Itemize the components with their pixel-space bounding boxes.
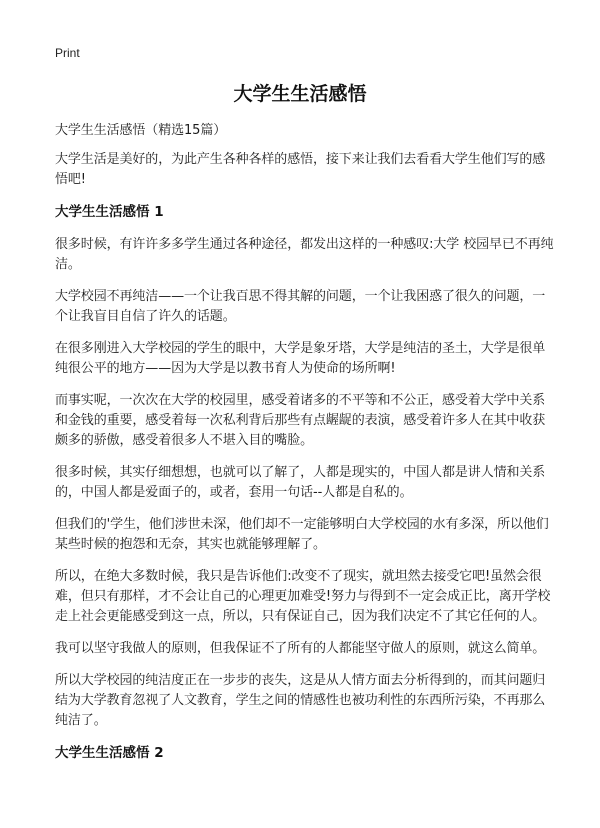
- paragraph: 很多时候，有许许多多学生通过各种途径，都发出这样的一种感叹:大学 校园早已不再纯洁。: [55, 237, 554, 272]
- intro-paragraph: 大学生活是美好的，为此产生各种各样的感悟，接下来让我们去看看大学生他们写的感悟吧!: [55, 152, 546, 187]
- paragraph: 大学校园不再纯洁——一个让我百思不得其解的问题，一个让我困惑了很久的问题，一个让我盲目自信了许久的话题。: [55, 289, 546, 324]
- document-body: [55, 121, 555, 776]
- paragraph: 我可以坚守我做人的原则，但我保证不了所有的人都能坚守做人的原则，就这么简单。: [55, 641, 546, 656]
- paragraph: 在很多刚进入大学校园的学生的眼中，大学是象牙塔，大学是纯洁的圣土，大学是很单纯很公平的地方——因为大学是以教书育人为使命的场所啊!: [55, 341, 546, 376]
- section-heading: 大学生生活感悟 1: [55, 204, 164, 220]
- paragraph: 很多时候，其实仔细想想，也就可以了解了，人都是现实的，中国人都是讲人情和关系的，中国人都是爱面子的，或者，套用一句话--人都是自私的。: [55, 465, 546, 500]
- print-link[interactable]: Print: [55, 46, 80, 60]
- paragraph: 所以大学校园的纯洁度正在一步步的丧失，这是从人情方面去分析得到的，而其问题归结为大学教育忽视了人文教育，学生之间的情感性也被功利性的东西所污染，不再那么纯洁了。: [55, 673, 546, 728]
- document-subtitle: 大学生生活感悟（精选15篇）: [55, 123, 227, 138]
- paragraph: 而事实呢，一次次在大学的校园里，感受着诸多的不平等和不公正，感受着大学中关系和金钱的重要，感受着每一次私利背后那些有点龌龊的表演，感受着许多人在其中收获颇多的骄傲，感受着很多人不堪入目的嘴脸。: [55, 393, 546, 448]
- paragraph: 所以，在绝大多数时候，我只是告诉他们:改变不了现实，就坦然去接受它吧!虽然会很难，但只有那样，才不会让自己的心理更加难受!努力与得到不一定会成正比，离开学校走上社会更能感受到这一点，所以，只有保证自己，因为我们决定不了其它任何的人。: [55, 569, 551, 624]
- section-heading: 大学生生活感悟 2: [55, 745, 164, 761]
- paragraph: 但我们的'学生，他们涉世未深，他们却不一定能够明白大学校园的水有多深，所以他们某些时候的抱怨和无奈，其实也就能够理解了。: [55, 517, 549, 552]
- page-title: 大学生生活感悟: [233, 83, 367, 105]
